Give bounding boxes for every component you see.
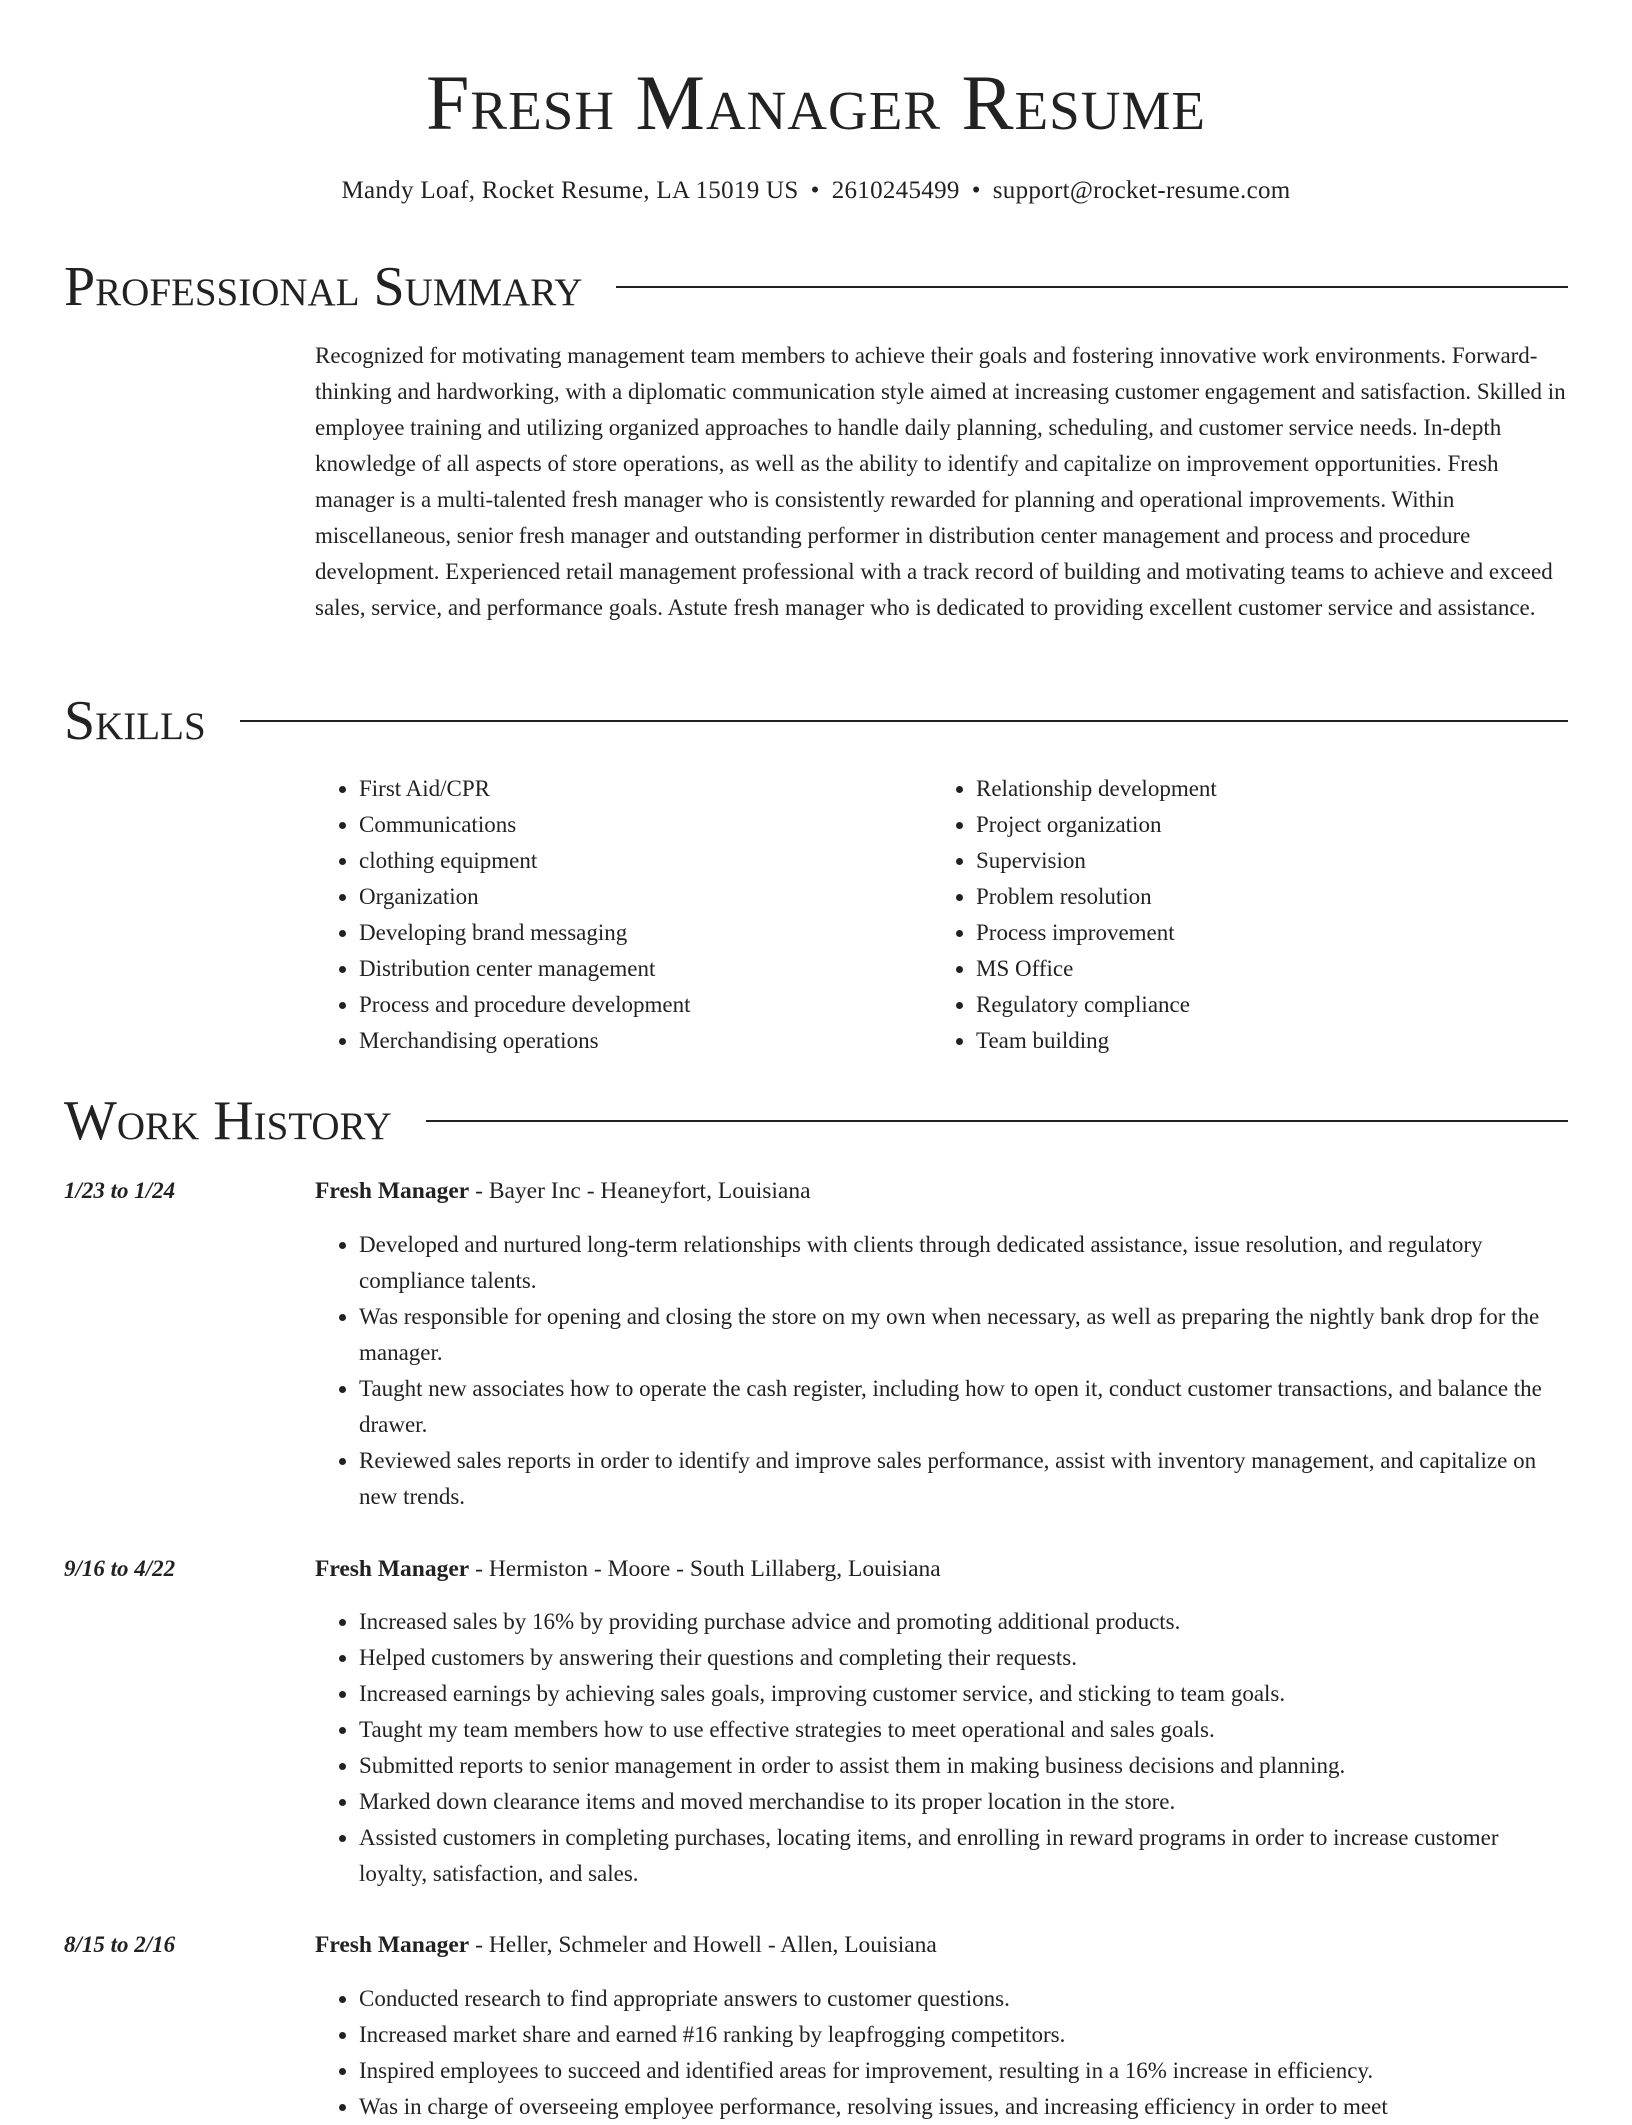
contact-phone: 2610245499 <box>831 177 960 204</box>
contact-separator: • <box>971 177 981 204</box>
skill-item: • Merchandising operations <box>359 1023 932 1059</box>
work-section-header <box>64 1086 1568 1156</box>
skill-item: • Process improvement <box>976 915 1549 951</box>
job-bullet: • Reviewed sales reports in order to identify and improve sales performance, assist with inventory management, and capitalize on new trends. <box>359 1443 1568 1515</box>
job-employer-location: - Bayer Inc - Heaneyfort, Louisiana <box>469 1178 811 1204</box>
job-dates: 1/23 to 1/24 <box>64 1178 176 1203</box>
job-bullet: • Was in charge of overseeing employee performance, resolving issues, and increasing efficiency in order to meet <box>359 2089 1568 2125</box>
job-title: Fresh Manager <box>315 1556 470 1582</box>
job-bullet: • Developed and nurtured long-term relationships with clients through dedicated assistance, issue resolution, and regulatory compliance talents. <box>359 1227 1568 1299</box>
skill-item: • Problem resolution <box>976 879 1549 915</box>
work-heading: Work History <box>64 1090 392 1152</box>
contact-separator: • <box>810 177 820 204</box>
contact-email: support@rocket-resume.com <box>992 177 1291 204</box>
skill-item: • First Aid/CPR <box>359 771 932 807</box>
job-bullet: • Taught my team members how to use effective strategies to meet operational and sales goals. <box>359 1712 1568 1748</box>
resume-title: Fresh Manager Resume <box>426 59 1206 146</box>
skills-section-header <box>64 686 1568 756</box>
job-bullet: • Increased sales by 16% by providing purchase advice and promoting additional products. <box>359 1604 1568 1640</box>
job-title: Fresh Manager <box>315 1178 470 1204</box>
job-dates: 8/15 to 2/16 <box>64 1932 176 1957</box>
job-bullet: • Increased earnings by achieving sales goals, improving customer service, and sticking to team goals. <box>359 1676 1568 1712</box>
skill-item: • Organization <box>359 879 932 915</box>
job-title: Fresh Manager <box>315 1932 470 1958</box>
job-bullets <box>315 1604 1568 1892</box>
job-bullet: • Submitted reports to senior management in order to assist them in making business decisions and planning. <box>359 1748 1568 1784</box>
job-bullet: • Inspired employees to succeed and identified areas for improvement, resulting in a 16% increase in efficiency. <box>359 2053 1568 2089</box>
job-heading <box>315 1173 1568 1209</box>
skill-item: • Developing brand messaging <box>359 915 932 951</box>
skills-column-left <box>315 771 932 1059</box>
summary-section-header <box>64 252 1568 322</box>
job-bullets <box>315 1981 1568 2125</box>
skill-item: • MS Office <box>976 951 1549 987</box>
job-bullet: • Helped customers by answering their questions and completing their requests. <box>359 1640 1568 1676</box>
skill-item: • Relationship development <box>976 771 1549 807</box>
contact-line <box>0 174 1632 208</box>
skill-item: • Communications <box>359 807 932 843</box>
skills-list <box>315 771 1568 1059</box>
job-employer-location: - Hermiston - Moore - South Lillaberg, Louisiana <box>469 1556 941 1582</box>
skill-item: • Team building <box>976 1023 1549 1059</box>
job-dates: 9/16 to 4/22 <box>64 1556 176 1581</box>
section-divider <box>240 720 1568 722</box>
skill-item: • Distribution center management <box>359 951 932 987</box>
skill-item: • clothing equipment <box>359 843 932 879</box>
section-divider <box>426 1120 1568 1122</box>
section-divider <box>616 286 1568 288</box>
contact-address: Mandy Loaf, Rocket Resume, LA 15019 US <box>341 177 799 204</box>
job-employer-location: - Heller, Schmeler and Howell - Allen, Louisiana <box>469 1932 937 1958</box>
summary-heading: Professional Summary <box>64 256 583 318</box>
job-heading <box>315 1551 1568 1587</box>
job-bullet: • Assisted customers in completing purchases, locating items, and enrolling in reward programs in order to increase customer loyalty, satisfaction, and sales. <box>359 1820 1568 1892</box>
job-bullets <box>315 1227 1568 1515</box>
job-bullet: • Taught new associates how to operate the cash register, including how to open it, conduct customer transactions, and balance the drawer. <box>359 1371 1568 1443</box>
skill-item: • Process and procedure development <box>359 987 932 1023</box>
skill-item: • Regulatory compliance <box>976 987 1549 1023</box>
summary-text: Recognized for motivating management team members to achieve their goals and fostering innovative work environments. Forward-thinking and hardworking, with a diplomatic communication style aimed at increasing customer engagement and satisfaction. Skilled in employee training and utilizing organized approaches to handle daily planning, scheduling, and customer service needs. In-depth knowledge of all aspects of store operations, as well as the ability to identify and capitalize on improvement opportunities. Fresh manager is a multi-talented fresh manager who is consistently rewarded for planning and operational improvements. Within miscellaneous, senior fresh manager and outstanding performer in distribution center management and process and procedure development. Experienced retail management professional with a track record of building and motivating teams to achieve and exceed sales, service, and performance goals. Astute fresh manager who is dedicated to providing excellent customer service and assistance. <box>315 343 1566 620</box>
skill-item: • Project organization <box>976 807 1549 843</box>
job-heading <box>315 1927 1568 1963</box>
job-bullet: • Increased market share and earned #16 ranking by leapfrogging competitors. <box>359 2017 1568 2053</box>
skill-item: • Supervision <box>976 843 1549 879</box>
job-bullet: • Marked down clearance items and moved merchandise to its proper location in the store. <box>359 1784 1568 1820</box>
job-bullet: • Conducted research to find appropriate answers to customer questions. <box>359 1981 1568 2017</box>
job-bullet: • Was responsible for opening and closing the store on my own when necessary, as well as preparing the nightly bank drop for the manager. <box>359 1299 1568 1371</box>
skills-heading: Skills <box>64 690 206 752</box>
skills-column-right <box>932 771 1549 1059</box>
